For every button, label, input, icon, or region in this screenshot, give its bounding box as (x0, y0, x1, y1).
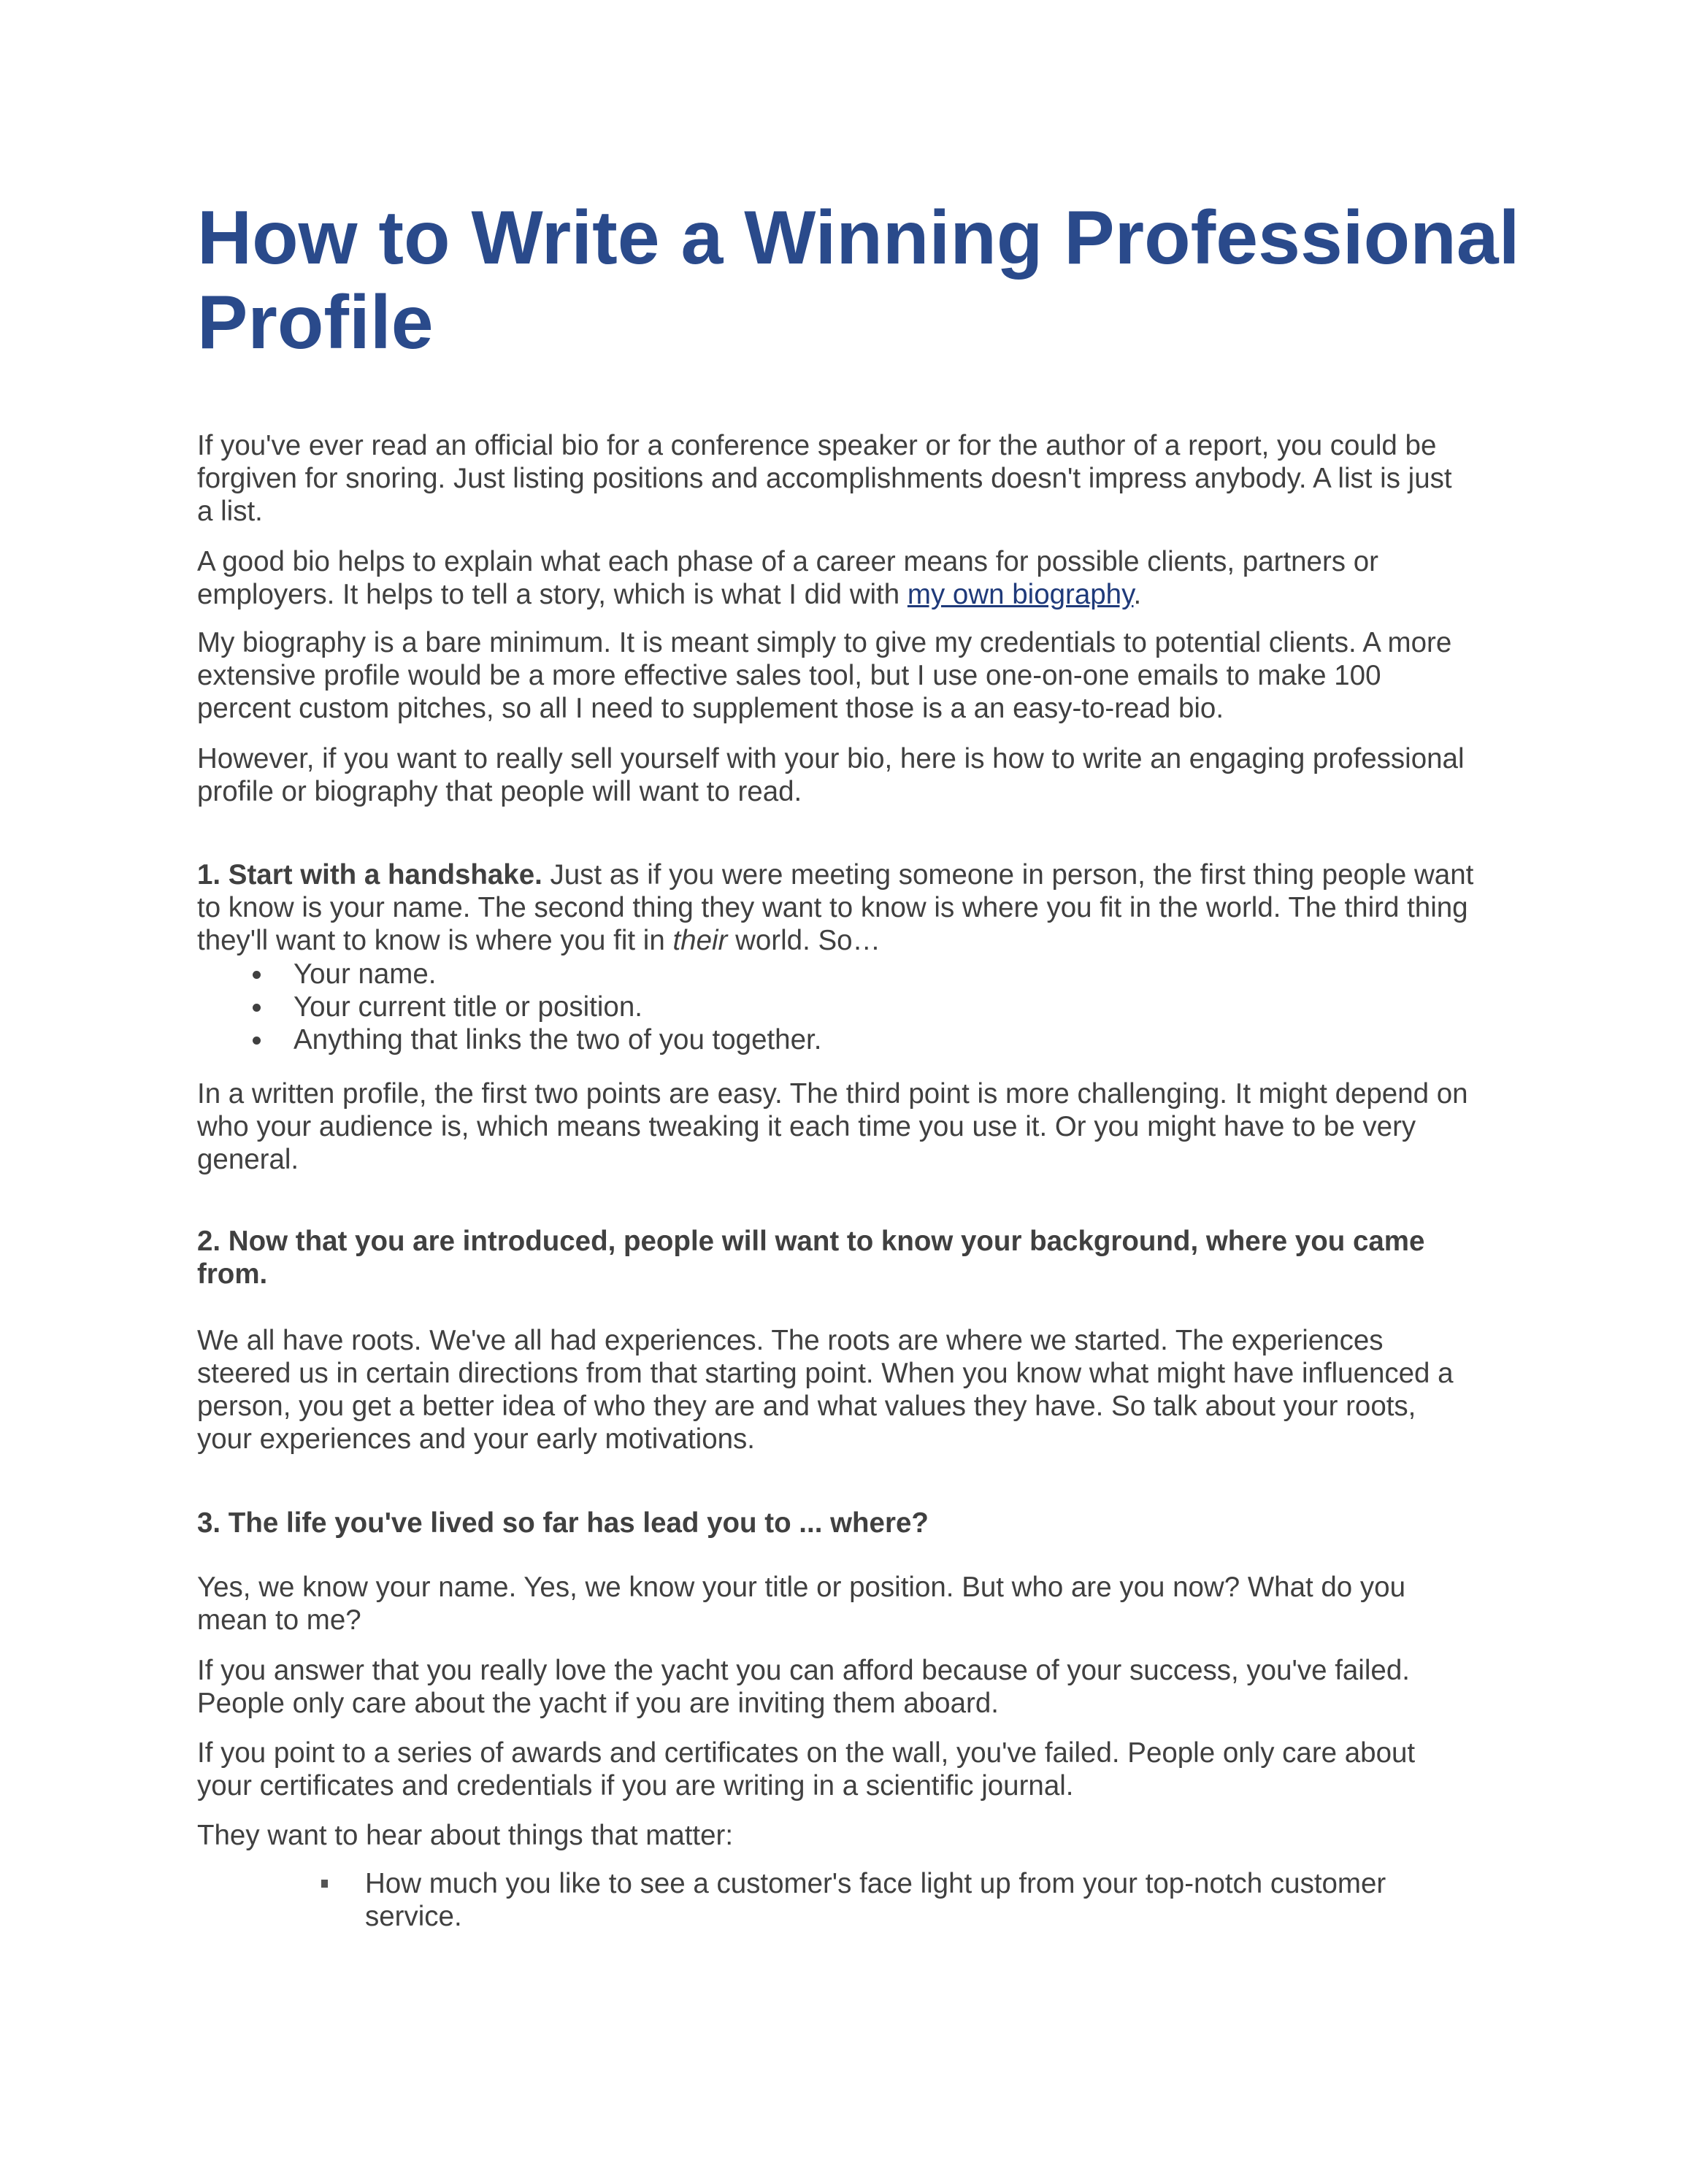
bullet-icon (253, 1037, 261, 1045)
list-item (294, 991, 1571, 1023)
section-1-paragraph (197, 858, 1475, 957)
intro-paragraph-1: If you've ever read an official bio for a conference speaker or for the author of a report, you could be forgiven for snoring. Just listing positions and accomplishments doesn't impress anybody. A list is just a list. (197, 430, 1452, 527)
bullet-icon (253, 1004, 261, 1012)
list-item (365, 1867, 1431, 1933)
list-item-text: How much you like to see a customer's face light up from your top-notch customer service. (365, 1868, 1386, 1932)
list-item-text: Anything that links the two of you together. (294, 1024, 822, 1056)
section-1-followup: In a written profile, the first two points are easy. The third point is more challenging. It might depend on who your audience is, which means tweaking it each time you use it. Or you might have to be very general. (197, 1078, 1468, 1175)
section-3-heading: 3. The life you've lived so far has lead you to ... where? (197, 1507, 929, 1539)
square-bullet-icon (321, 1880, 328, 1888)
emphasis-text: their (672, 925, 728, 956)
section-3-paragraph-3: If you point to a series of awards and certificates on the wall, you've failed. People only care about your certificates and credentials if you are writing in a scientific journal. (197, 1737, 1416, 1802)
paragraph-text: A good bio helps to explain what each phase of a career means for possible clients, partners or employers. It helps to tell a story, which is what I did with (197, 546, 1378, 610)
paragraph-text: . (1133, 579, 1142, 610)
own-biography-link[interactable]: my own biography (907, 579, 1134, 610)
list-item (294, 1023, 1571, 1056)
intro-paragraph-4: However, if you want to really sell yourself with your bio, here is how to write an engaging professional profile or biography that people will want to read. (197, 743, 1465, 807)
section-1-bullet-list (294, 958, 1571, 1056)
section-3-bullet-list (365, 1867, 1431, 1933)
intro-paragraph-3: My biography is a bare minimum. It is meant simply to give my credentials to potential clients. A more extensive profile would be a more effective sales tool, but I use one-on-one emails to make 100 percent custom pitches, so all I need to supplement those is a an easy-to-read bio. (197, 627, 1452, 724)
section-2-paragraph: We all have roots. We've all had experiences. The roots are where we started. The experiences steered us in certain directions from that starting point. When you know what might have influenced a person, you get a better idea of who they are and what values they have. So talk about your roots, your experiences and your early motivations. (197, 1325, 1454, 1455)
list-item-text: Your current title or position. (294, 991, 642, 1023)
section-2-heading: 2. Now that you are introduced, people will want to know your background, where you came from. (197, 1226, 1425, 1290)
paragraph-text: Just as if you were meeting someone in person, the first thing people want to know is your name. The second thing they want to know is where you fit in the world. The third thing they'll want to know is where you fit in (197, 859, 1474, 956)
paragraph-text: world. So… (727, 925, 881, 956)
list-item-text: Your name. (294, 958, 437, 990)
section-3-paragraph-2: If you answer that you really love the yacht you can afford because of your success, you've failed. People only care about the yacht if you are inviting them aboard. (197, 1655, 1410, 1719)
section-1-heading: 1. Start with a handshake. (197, 859, 542, 891)
bullet-icon (253, 971, 261, 979)
intro-paragraph-2 (197, 545, 1475, 611)
section-3-paragraph-4: They want to hear about things that matter: (197, 1820, 734, 1851)
page-title: How to Write a Winning Professional Profile (197, 196, 1520, 365)
list-item (294, 958, 1571, 991)
section-3-paragraph-1: Yes, we know your name. Yes, we know your title or position. But who are you now? What do you mean to me? (197, 1572, 1405, 1636)
